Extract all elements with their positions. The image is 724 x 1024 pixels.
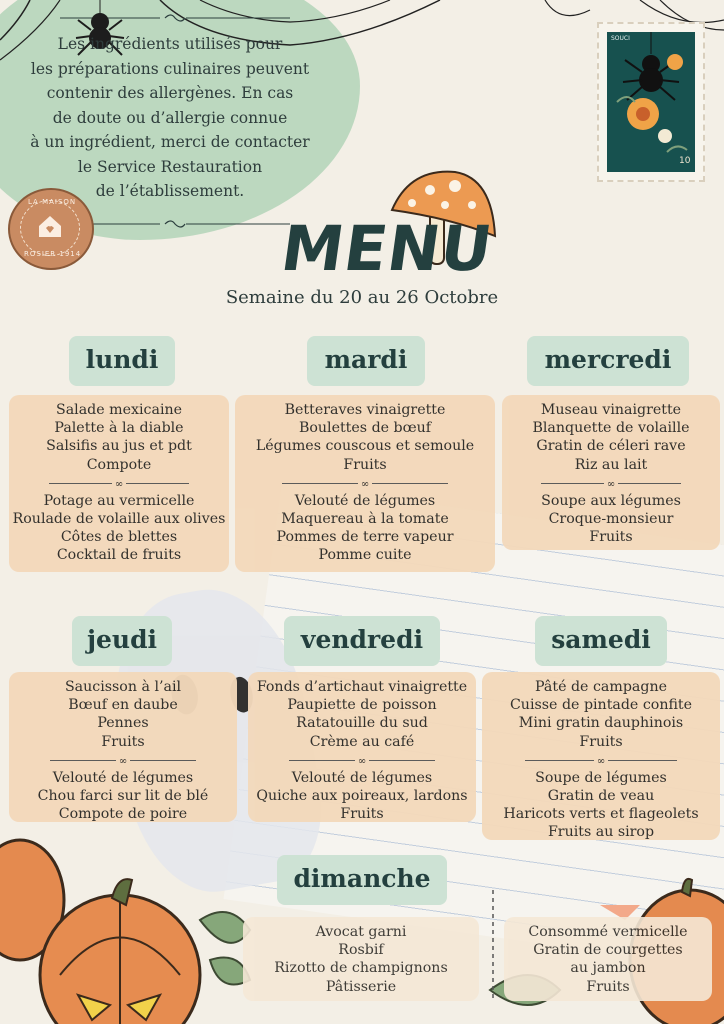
menu-item: Bœuf en daube <box>68 697 178 714</box>
page-title: MENU <box>276 212 498 285</box>
menu-box-dimanche-dinner <box>504 917 712 1001</box>
menu-box-mardi <box>235 395 495 572</box>
menu-item: Haricots verts et flageolets <box>503 806 699 823</box>
menu-item: Cuisse de pintade confite <box>509 697 693 714</box>
menu-item: Fonds d’artichaut vinaigrette <box>256 679 468 695</box>
menu-item: Fruits <box>586 978 630 995</box>
menu-item: Betteraves vinaigrette <box>284 402 446 418</box>
menu-item: Cocktail de fruits <box>56 547 182 564</box>
menu-item: Compote de poire <box>58 806 188 823</box>
menu-item: Pomme cuite <box>318 547 412 564</box>
menu-item: Avocat garni <box>315 924 407 940</box>
house-icon <box>37 214 63 238</box>
ornament-divider: ∞ <box>9 474 229 492</box>
menu-item: Fruits <box>579 733 623 750</box>
stamp-value: 10 <box>679 156 691 166</box>
menu-item: Gratin de veau <box>547 788 655 805</box>
menu-item: Potage au vermicelle <box>43 492 195 509</box>
menu-item: Velouté de légumes <box>294 492 436 509</box>
menu-item: Fruits <box>343 456 387 473</box>
allergen-line: le Service Restauration <box>77 157 263 176</box>
menu-item: Croque-monsieur <box>548 511 674 528</box>
menu-item: Fruits au sirop <box>547 824 655 841</box>
menu-item: Soupe aux légumes <box>541 492 681 509</box>
menu-item: Pâtisserie <box>325 978 397 995</box>
menu-item: au jambon <box>570 960 646 977</box>
menu-box-lundi <box>9 395 229 572</box>
week-range: Semaine du 20 au 26 Octobre <box>225 287 499 308</box>
menu-box-dimanche-lunch <box>243 917 479 1001</box>
menu-item: Museau vinaigrette <box>540 402 682 418</box>
menu-item: Palette à la diable <box>54 420 184 437</box>
menu-item: Fruits <box>340 806 384 823</box>
ornament-divider: ∞ <box>9 751 237 769</box>
menu-item: Saucisson à l’ail <box>64 679 182 695</box>
day-header-mardi: mardi <box>307 336 425 386</box>
menu-item: Fruits <box>589 529 633 546</box>
menu-item: Roulade de volaille aux olives <box>12 511 226 528</box>
menu-item: Fruits <box>101 733 145 750</box>
menu-item: Légumes couscous et semoule <box>255 438 475 455</box>
menu-item: Salade mexicaine <box>55 402 183 418</box>
menu-item: Velouté de légumes <box>291 769 433 786</box>
allergen-line: de l’établissement. <box>95 182 245 200</box>
menu-box-vendredi <box>248 672 476 822</box>
day-header-vendredi: vendredi <box>284 616 440 666</box>
ornament-divider: ∞ <box>482 751 720 769</box>
establishment-logo <box>8 188 94 270</box>
menu-item: Soupe de légumes <box>535 769 667 786</box>
menu-item: Compote <box>86 456 152 473</box>
menu-item: Maquereau à la tomate <box>281 511 449 528</box>
allergen-line: à un ingrédient, merci de contacter <box>30 133 310 151</box>
menu-item: Salsifis au jus et pdt <box>46 438 192 455</box>
menu-box-samedi <box>482 672 720 840</box>
ornament-divider: ∞ <box>235 474 495 492</box>
menu-item: Côtes de blettes <box>60 529 178 546</box>
allergen-line: de doute ou d’allergie connue <box>52 108 288 127</box>
ornament-divider: ∞ <box>502 474 720 492</box>
allergen-line: Les ingrédients utilisés pour <box>57 35 283 53</box>
menu-item: Pommes de terre vapeur <box>276 529 454 546</box>
postage-stamp <box>597 22 705 182</box>
allergen-notice <box>10 32 330 204</box>
menu-item: Crème au café <box>309 733 415 750</box>
menu-item: Ratatouille du sud <box>296 715 428 732</box>
ornament-divider: ∞ <box>248 751 476 769</box>
menu-item: Mini gratin dauphinois <box>518 715 684 732</box>
day-header-lundi: lundi <box>69 336 175 386</box>
menu-item: Blanquette de volaille <box>532 420 690 437</box>
menu-item: Riz au lait <box>574 456 648 473</box>
menu-box-mercredi <box>502 395 720 550</box>
day-header-dimanche: dimanche <box>277 855 447 905</box>
stamp-artwork <box>607 32 695 172</box>
menu-item: Chou farci sur lit de blé <box>37 788 209 805</box>
day-header-mercredi: mercredi <box>527 336 689 386</box>
stamp-label: SOUCI <box>611 35 630 42</box>
allergen-line: contenir des allergènes. En cas <box>46 84 294 102</box>
menu-item: Velouté de légumes <box>52 769 194 786</box>
allergen-line: les préparations culinaires peuvent <box>30 59 310 78</box>
menu-item: Boulettes de bœuf <box>298 420 432 437</box>
day-header-samedi: samedi <box>535 616 667 666</box>
menu-item: Pennes <box>97 715 149 732</box>
menu-item: Gratin de courgettes <box>533 942 683 959</box>
menu-item: Pâté de campagne <box>535 679 667 695</box>
menu-item: Consommé vermicelle <box>528 924 688 940</box>
menu-item: Rosbif <box>338 942 384 959</box>
menu-item: Paupiette de poisson <box>287 697 437 714</box>
menu-item: Gratin de céleri rave <box>536 438 686 455</box>
logo-text-bottom: ROSIER 1914 <box>24 250 82 258</box>
flower-spider-icon <box>607 32 695 172</box>
menu-box-jeudi <box>9 672 237 822</box>
menu-item: Rizotto de champignons <box>274 960 448 977</box>
menu-item: Quiche aux poireaux, lardons <box>256 788 468 805</box>
logo-text-top: LA MAISON <box>28 198 77 206</box>
day-header-jeudi: jeudi <box>72 616 172 666</box>
